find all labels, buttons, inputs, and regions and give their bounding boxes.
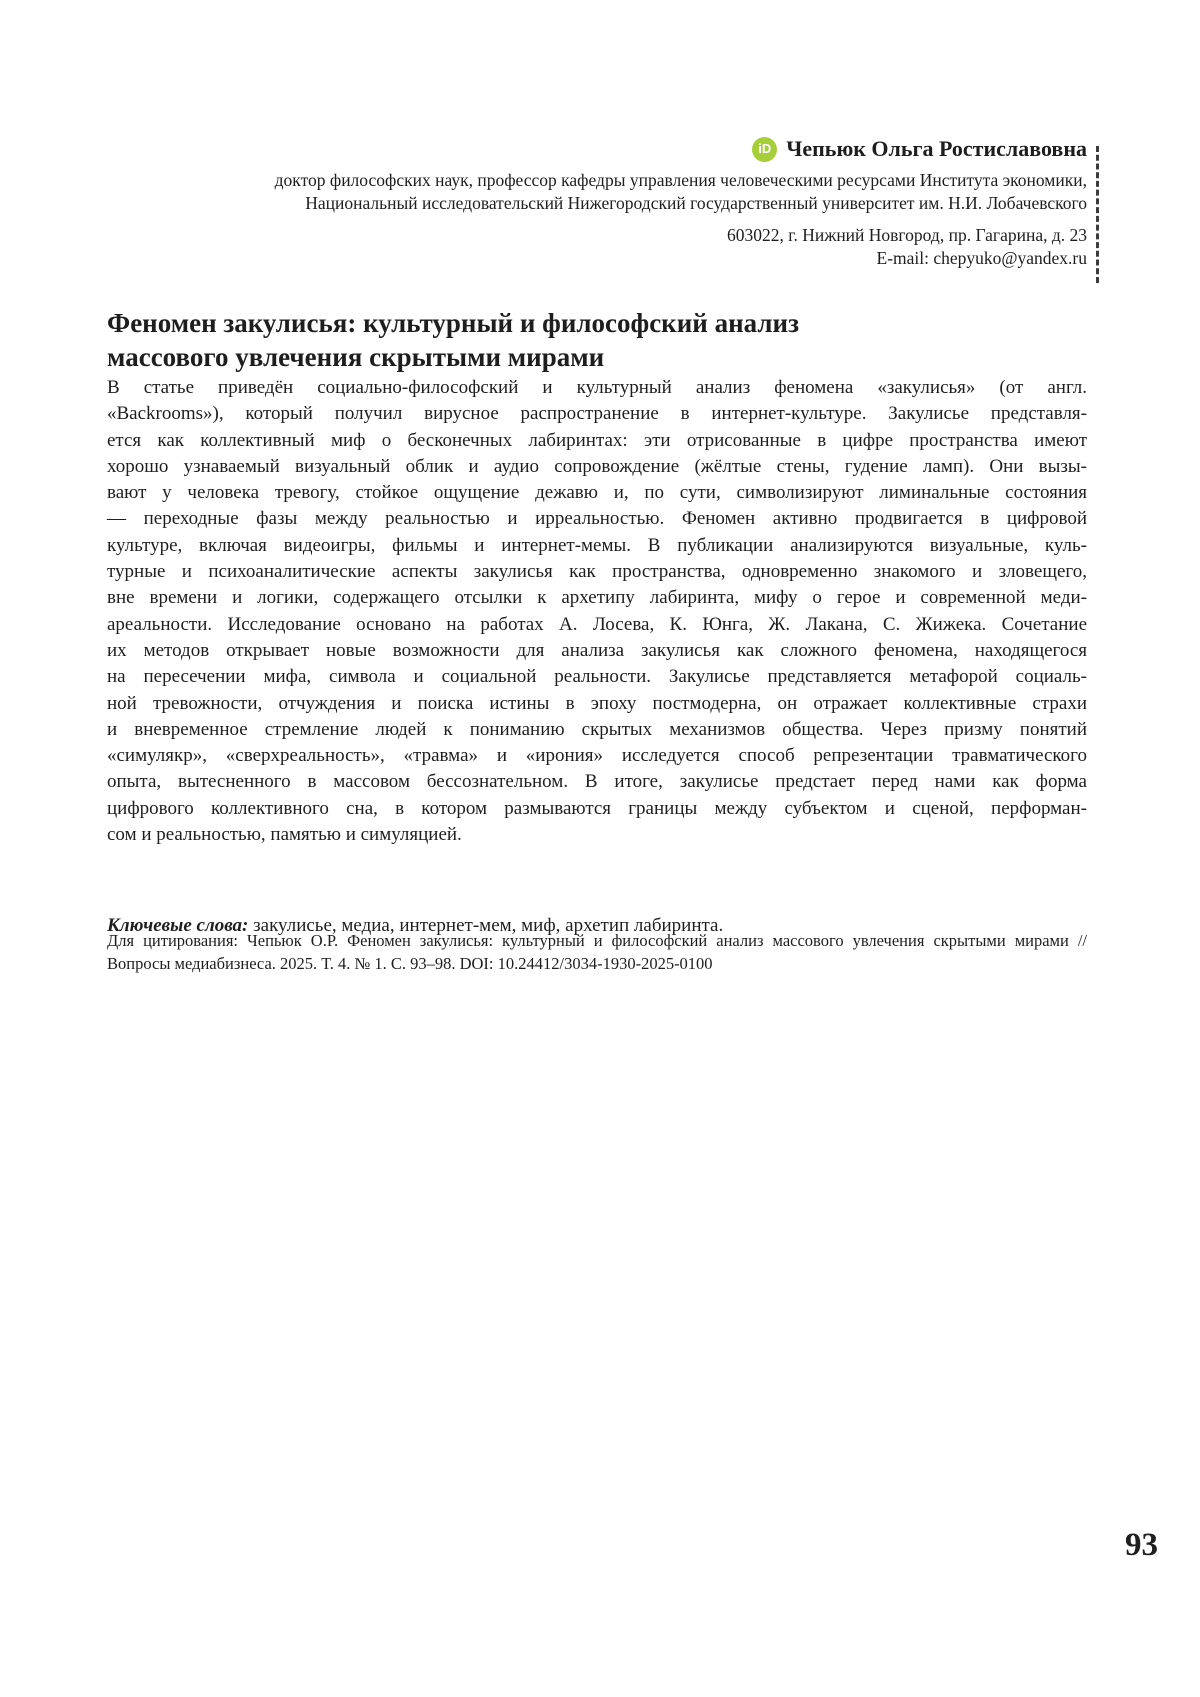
author-header [107, 136, 1087, 269]
header-dashed-rule [1096, 146, 1099, 283]
author-affiliation: доктор философских наук, профессор кафедры управления человеческими ресурсами Института экономики, Национальный исследовательский Нижегородский государственный университет им. Н.И. Лобачевского [274, 170, 1087, 213]
article-title: Феномен закулисья: культурный и философский анализ массового увлечения скрытыми мирами [107, 308, 799, 372]
orcid-icon[interactable]: iD [752, 137, 777, 162]
citation-block: Для цитирования: Чепьюк О.Р. Феномен закулисья: культурный и философский анализ массового увлечения скрытыми мирами // Вопросы медиабизнеса. 2025. Т. 4. № 1. С. 93–98. DOI: 10.24412/3034-1930-2025-0100 [107, 931, 1087, 973]
keywords-text: закулисье, медиа, интернет-мем, миф, архетип лабиринта. [253, 915, 724, 936]
author-name: Чепьюк Ольга Ростиславовна [786, 136, 1087, 161]
author-address: 603022, г. Нижний Новгород, пр. Гагарина, д. 23 E-mail: chepyuko@yandex.ru [727, 225, 1087, 268]
page-number: 93 [1125, 1527, 1158, 1563]
author-name-row [107, 136, 1087, 162]
abstract-text: В статье приведён социально-философский и культурный анализ феномена «закулисья» (от англ. «Backrooms»), который получил вирусное распространение в интернет-культуре. Закулисье представля- ется как коллективный миф о бесконечных лабиринтах: эти отрисованные в цифре пространства имеют хорошо узнаваемый визуальный облик и аудио сопровождение (жёлтые стены, гудение ламп). Они вызы- вают у человека тревогу, стойкое ощущение дежавю и, по сути, символизируют лиминальные состояния — переходные фазы между реальностью и ирреальностью. Феномен активно продвигается в цифровой культуре, включая видеоигры, фильмы и интернет-мемы. В публикации анализируются визуальные, куль- турные и психоаналитические аспекты закулисья как пространства, одновременно знакомого и зловещего, вне времени и логики, содержащего отсылки к архетипу лабиринта, мифу о герое и современной меди- ареальности. Исследование основано на работах А. Лосева, К. Юнга, Ж. Лакана, С. Жижека. Сочетание их методов открывает новые возможности для анализа закулисья как сложного феномена, находящегося на пересечении мифа, символа и социальной реальности. Закулисье представляется метафорой социаль- ной тревожности, отчуждения и поиска истины в эпоху постмодерна, он отражает коллективные страхи и вневременное стремление людей к пониманию скрытых механизмов общества. Через призму понятий «симулякр», «сверхреальность», «травма» и «ирония» исследуется способ репрезентации травматического опыта, вытесненного в массовом бессознательном. В итоге, закулисье предстает перед нами как форма цифрового коллективного сна, в котором размываются границы между субъектом и сценой, перформан- сом и реальностью, памятью и симуляцией. [107, 377, 1087, 846]
keywords-label: Ключевые слова: [107, 915, 249, 936]
